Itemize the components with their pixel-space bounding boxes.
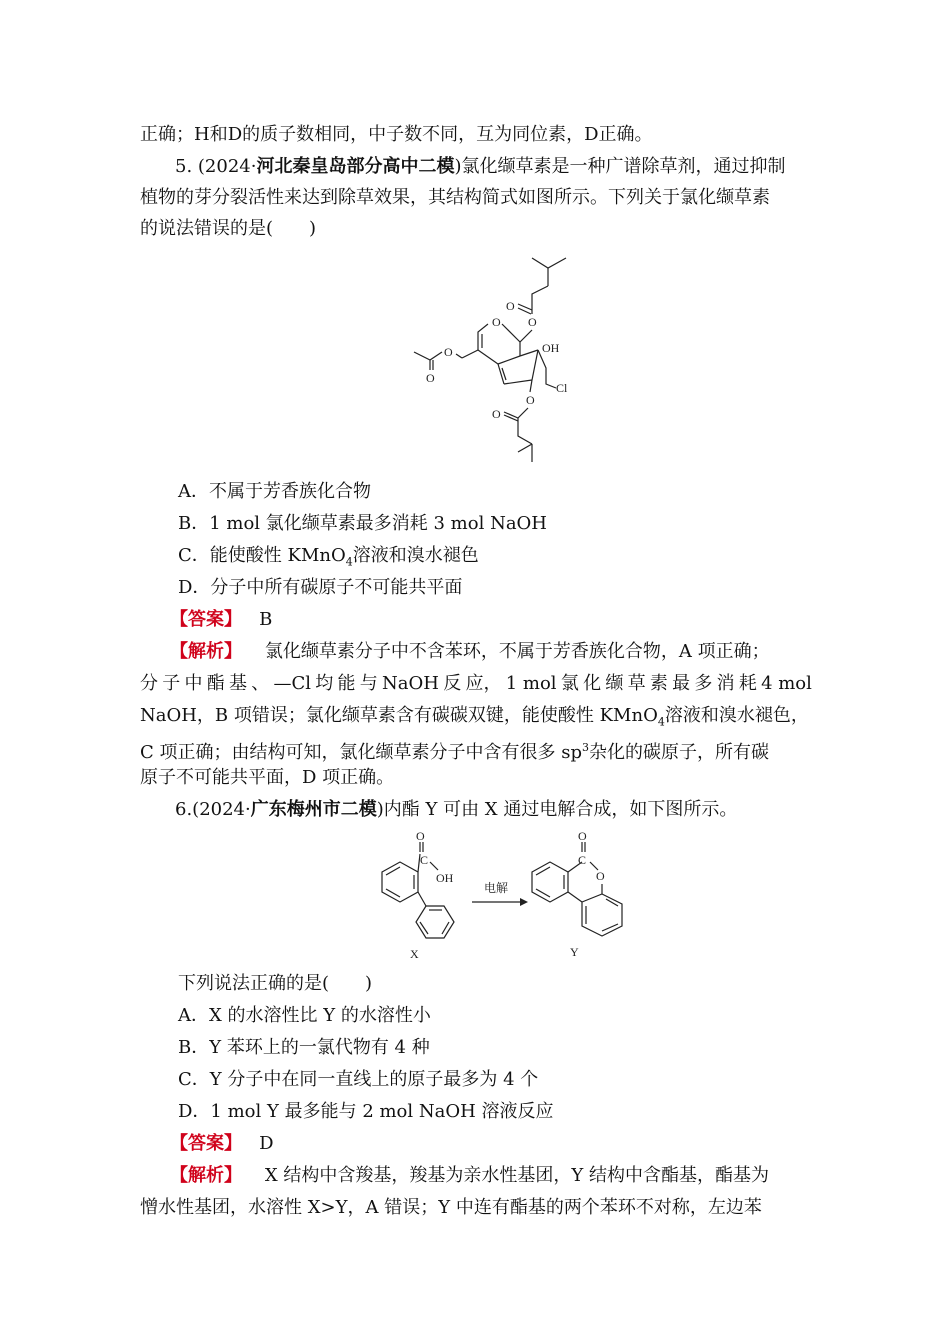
atom-label: O	[526, 393, 535, 407]
analysis-line: 憎水性基团，水溶性 X>Y，A 错误；Y 中连有酯基的两个苯环不对称，左边苯	[140, 1197, 762, 1218]
atom-label: O	[596, 869, 605, 883]
atom-label: O	[426, 371, 435, 385]
option-a: A．不属于芳香族化合物	[178, 481, 371, 502]
text-line: 植物的芽分裂活性来达到除草效果，其结构简式如图所示。下列关于氯化缬草素	[140, 187, 770, 208]
analysis-line: NaOH，B 项错误；氯化缬草素含有碳碳双键，能使酸性 KMnO$_4$溶液和溴水褪色，	[140, 705, 809, 729]
atom-label: O	[528, 315, 537, 329]
question-stem: 下列说法正确的是( )	[178, 973, 373, 994]
option-d: D．分子中所有碳原子不可能共平面	[178, 577, 463, 598]
atom-label: O	[492, 407, 501, 421]
analysis-line: 原子不可能共平面，D 项正确。	[140, 767, 395, 788]
text-line: 正确；H和D的质子数相同，中子数不同，互为同位素，D正确。	[140, 124, 653, 145]
analysis-line: 分 子 中 酯 基 、 —Cl 均 能 与 NaOH 反 应， 1 mol 氯 化 缬 草 素 最 多 消 耗 4 mol	[140, 673, 812, 694]
atom-label: C	[578, 853, 587, 867]
option-b: B．Y 苯环上的一氯代物有 4 种	[178, 1037, 430, 1058]
analysis-line: 【解析】 X 结构中含羧基，羧基为亲水性基团，Y 结构中含酯基，酯基为	[170, 1165, 770, 1186]
option-c: C．能使酸性 KMnO$_4$溶液和溴水褪色	[178, 545, 479, 569]
analysis-line: C 项正确；由结构可知，氯化缬草素分子中含有很多 $sp^3$杂化的碳原子，所有碳	[140, 741, 769, 763]
text-line: 的说法错误的是( )	[140, 218, 317, 239]
question-5-header: 5. (2024·河北秦皇岛部分高中二模)氯化缬草素是一种广谱除草剂，通过抑制	[175, 156, 786, 177]
compound-label-y: Y	[570, 945, 579, 959]
atom-label: OH	[436, 871, 454, 885]
analysis-line: 【解析】 氯化缬草素分子中不含苯环，不属于芳香族化合物，A 项正确；	[170, 641, 770, 662]
atom-label: Cl	[556, 381, 568, 395]
molecule-structure-figure	[400, 252, 590, 472]
option-d: D．1 mol Y 最多能与 2 mol NaOH 溶液反应	[178, 1101, 554, 1122]
option-b: B．1 mol 氯化缬草素最多消耗 3 mol NaOH	[178, 513, 547, 534]
atom-label: OH	[542, 341, 560, 355]
atom-label: C	[420, 853, 429, 867]
compound-label-x: X	[410, 947, 419, 961]
option-a: A．X 的水溶性比 Y 的水溶性小	[178, 1005, 431, 1026]
atom-label: O	[444, 345, 453, 359]
reaction-scheme-figure	[360, 832, 640, 967]
atom-label: O	[492, 315, 501, 329]
answer-line: 【答案】 D	[170, 1133, 274, 1154]
atom-label: O	[506, 299, 515, 313]
arrow-label: 电解	[484, 881, 509, 895]
answer-line: 【答案】 B	[170, 609, 273, 630]
option-c: C．Y 分子中在同一直线上的原子最多为 4 个	[178, 1069, 539, 1090]
atom-label: O	[578, 832, 587, 843]
atom-label: O	[416, 832, 425, 843]
question-6-header: 6.(2024·广东梅州市二模)内酯 Y 可由 X 通过电解合成，如下图所示。	[175, 799, 738, 820]
